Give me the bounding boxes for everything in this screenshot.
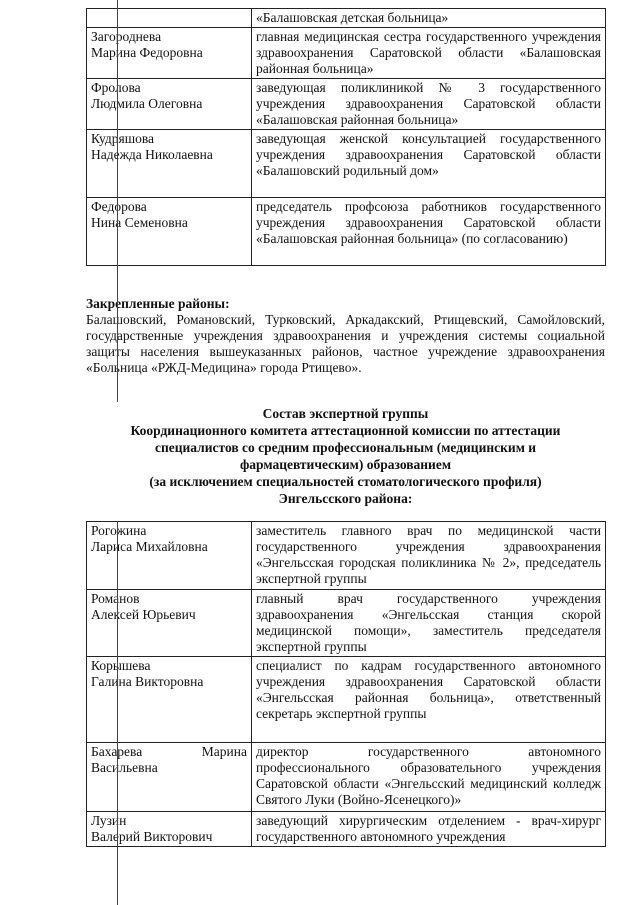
expert-group-members-table-engels — [86, 521, 606, 847]
assigned-districts-heading: Закрепленные районы: — [86, 296, 230, 311]
member-surname: Рогожина — [91, 523, 147, 538]
member-position-cell: главный врач государственного учреждения здравоохранения «Энгельсская станция скорой медицинской помощи», заместитель председателя экспертной группы — [252, 590, 606, 657]
member-position-cell: заведующий хирургическим отделением - врач-хирург государственного автономного учреждения — [252, 812, 606, 847]
member-surname: Кудряшова — [91, 131, 155, 146]
member-name-cell — [87, 590, 252, 657]
assigned-districts — [86, 296, 605, 376]
member-name-cell — [87, 79, 252, 130]
expert-group-title — [86, 405, 605, 507]
member-position-cell: главная медицинская сестра государственного учреждения здравоохранения Саратовской области «Балашовская районная больница» — [252, 28, 606, 79]
table-row — [87, 28, 606, 79]
member-given-names: Марина Федоровна — [91, 45, 203, 60]
member-name-cell — [87, 522, 252, 590]
table-row — [87, 743, 606, 812]
expert-group-title-line: Координационного комитета аттестационной комиссии по аттестации — [130, 423, 561, 438]
member-surname: Бахарева Марина — [91, 744, 247, 759]
member-position-cell: председатель профсоюза работников государственного учреждения здравоохранения Саратовской области «Балашовская районная больница» (по согласованию) — [252, 198, 606, 266]
member-position-cell: заместитель главного врач по медицинской части государственного учреждения здравоохранения «Энгельсская городская поликлиника № 2», председатель экспертной группы — [252, 522, 606, 590]
member-surname: Корышева — [91, 658, 151, 673]
member-name-cell — [87, 812, 252, 847]
member-surname: Федорова — [91, 199, 147, 214]
member-position-cell: специалист по кадрам государственного автономного учреждения здравоохранения Саратовской области «Энгельсская районная больница», ответственный секретарь экспертной группы — [252, 657, 606, 743]
scan-margin-line — [117, 0, 118, 402]
member-name-cell — [87, 743, 252, 812]
member-surname: Лузин — [91, 813, 127, 828]
table-row — [87, 657, 606, 743]
member-position-cell: «Балашовская детская больница» — [252, 9, 606, 28]
member-given-names: Валерий Викторович — [91, 829, 213, 844]
member-given-names: Алексей Юрьевич — [91, 607, 196, 622]
member-given-names: Васильевна — [91, 760, 158, 775]
member-name-cell — [87, 28, 252, 79]
expert-group-title-line: фармацевтическим) образованием — [239, 457, 452, 472]
member-name-cell — [87, 130, 252, 198]
expert-group-title-line: Состав экспертной группы — [262, 406, 429, 421]
member-given-names: Нина Семеновна — [91, 215, 188, 230]
member-name-cell — [87, 198, 252, 266]
member-position-cell: заведующая поликлиникой № 3 государственного учреждения здравоохранения Саратовской области «Балашовская районная больница» — [252, 79, 606, 130]
table-row — [87, 198, 606, 266]
member-surname: Романов — [91, 591, 140, 606]
member-position-cell: директор государственного автономного профессионального образовательного учреждения Саратовской области «Энгельсский медицинский колледж Святого Луки (Войно-Ясенецкого)» — [252, 743, 606, 812]
committee-members-table-balashov — [86, 8, 606, 266]
scan-margin-line — [117, 521, 118, 905]
expert-group-title-line: (за исключением специальностей стоматологического профиля) — [149, 474, 542, 489]
member-position-cell: заведующая женской консультацией государственного учреждения здравоохранения Саратовской области «Балашовский родильный дом» — [252, 130, 606, 198]
member-name-cell — [87, 657, 252, 743]
table-row — [87, 522, 606, 590]
member-given-names: Надежда Николаевна — [91, 147, 213, 162]
table-row — [87, 79, 606, 130]
expert-group-title-line: специалистов со средним профессиональным (медицинским и — [154, 440, 537, 455]
table-row — [87, 590, 606, 657]
table-row — [87, 9, 606, 28]
assigned-districts-text: Балашовский, Романовский, Турковский, Аркадакский, Ртищевский, Самойловский, государственные учреждения здравоохранения и учреждения системы социальной защиты населения вышеуказанных районов, частное учреждение здравоохранения «Больница «РЖД-Медицина» города Ртищево». — [86, 312, 605, 375]
member-surname: Загороднева — [91, 29, 162, 44]
table-row — [87, 812, 606, 847]
table-row — [87, 130, 606, 198]
expert-group-title-line: Энгельсского района: — [278, 491, 413, 506]
member-name-cell — [87, 9, 252, 28]
member-given-names: Лариса Михайловна — [91, 539, 208, 554]
member-given-names: Людмила Олеговна — [91, 96, 203, 111]
member-given-names: Галина Викторовна — [91, 674, 204, 689]
member-surname: Фролова — [91, 80, 141, 95]
